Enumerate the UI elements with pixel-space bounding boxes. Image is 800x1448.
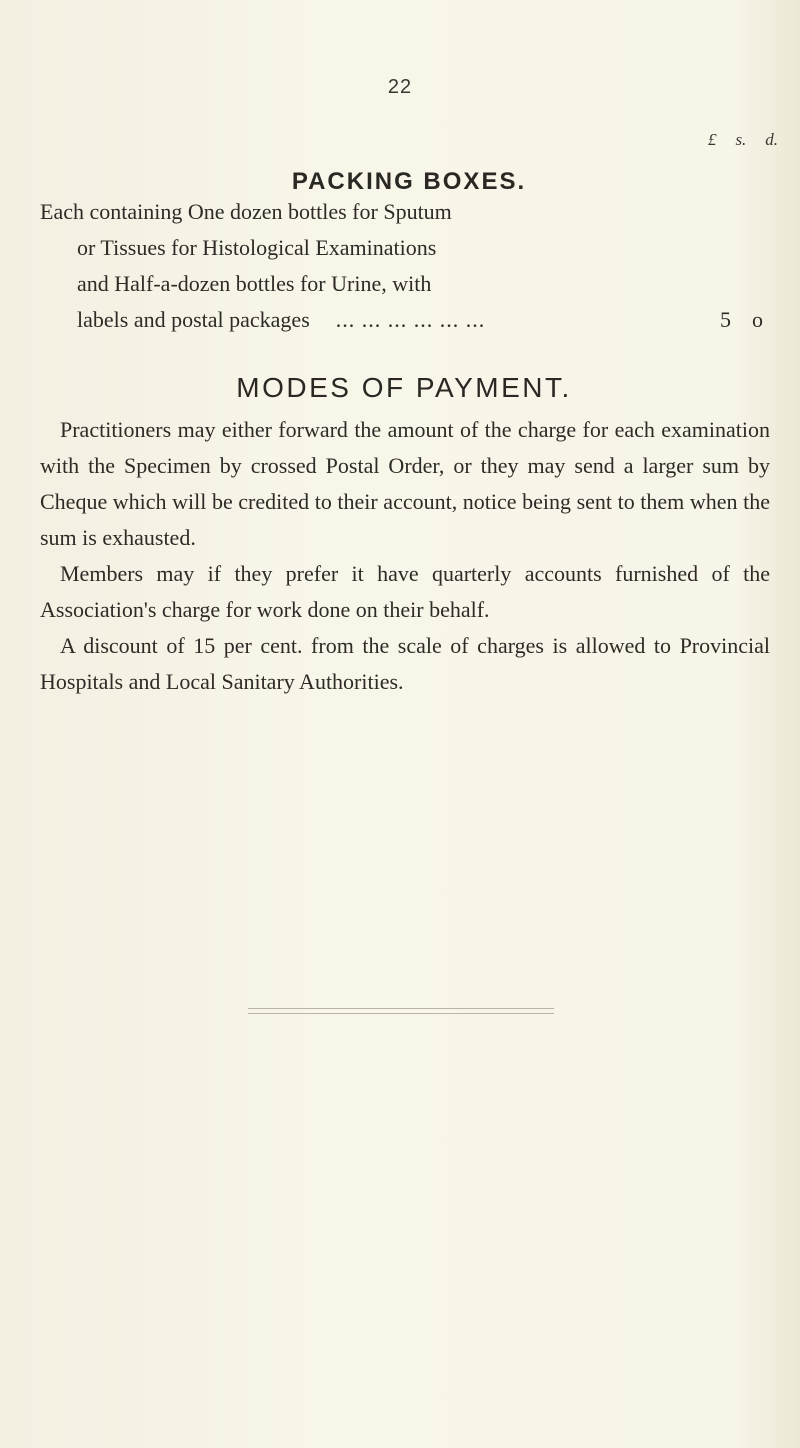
price-shillings: 5 [720, 307, 731, 332]
closing-rule-lower [248, 1013, 554, 1014]
pence-label: d. [765, 130, 778, 149]
payment-paragraph-2: Members may if they prefer it have quarterly accounts furnished of the Association's charge for work done on their behalf. [40, 561, 770, 622]
packing-line-2: or Tissues for Histological Examinations [77, 235, 437, 260]
payment-paragraph-1: Practitioners may either forward the amount of the charge for each examination with the Specimen by crossed Postal Order, or they may send a larger sum by Cheque which will be credited to their account, notice being sent to them when the sum is exhausted. [40, 417, 770, 550]
pounds-symbol: £ [708, 130, 717, 149]
packing-line-3: and Half-a-dozen bottles for Urine, with [77, 271, 432, 296]
packing-boxes-title: PACKING BOXES. [291, 168, 527, 195]
page-number: 22 [387, 76, 413, 98]
currency-column-header [708, 130, 778, 150]
leader-dots: ... ... ... ... ... ... [335, 307, 486, 332]
packing-boxes-description [40, 194, 780, 338]
price-pence: o [752, 307, 763, 332]
shillings-label: s. [735, 130, 747, 149]
packing-line-4: labels and postal packages [77, 307, 310, 332]
packing-line-1: Each containing One dozen bottles for Sputum [40, 199, 452, 224]
modes-of-payment-body [40, 412, 770, 700]
modes-of-payment-title: MODES OF PAYMENT. [236, 372, 572, 403]
payment-paragraph-3: A discount of 15 per cent. from the scale of charges is allowed to Provincial Hospitals and Local Sanitary Authorities. [40, 633, 770, 694]
closing-rule-upper [248, 1008, 554, 1009]
packing-price-line [40, 302, 780, 338]
